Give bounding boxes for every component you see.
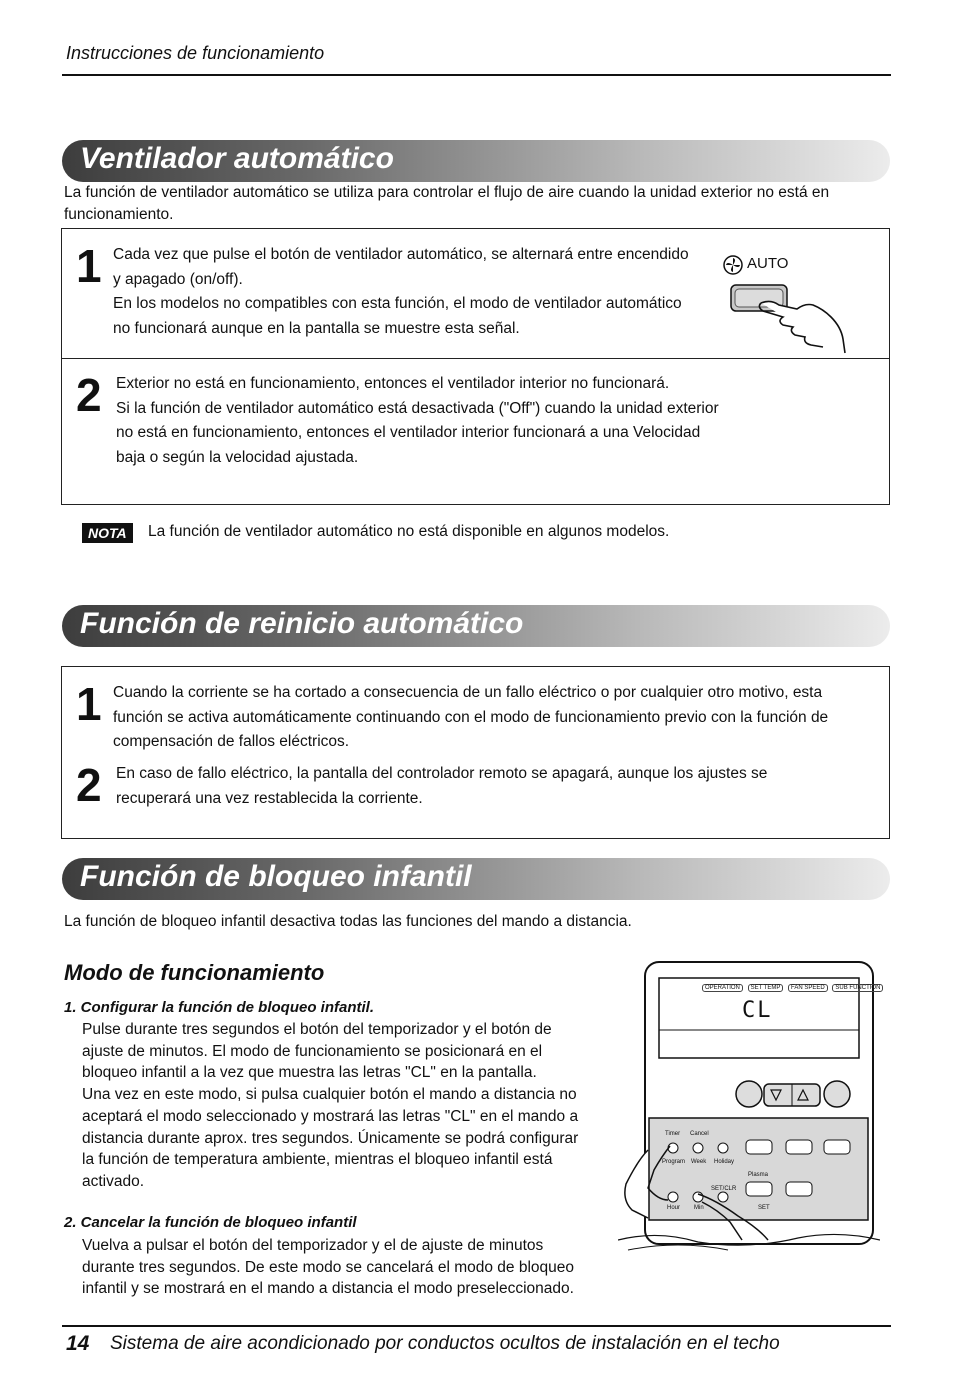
header-rule bbox=[62, 74, 891, 76]
button-label: Plasma bbox=[748, 1172, 769, 1178]
section-banner-auto-restart bbox=[62, 605, 890, 647]
button-label: Cancel bbox=[690, 1131, 709, 1137]
section-banner-child-lock bbox=[62, 858, 890, 900]
item-body bbox=[82, 1235, 622, 1300]
text-line: Si la función de ventilador automático está desactivada ("Off") cuando la unidad exterior bbox=[116, 399, 719, 417]
button-label: Min bbox=[694, 1205, 704, 1211]
button-label: SET/CLR bbox=[711, 1186, 737, 1192]
button-label: Timer bbox=[665, 1131, 681, 1137]
step-number: 2 bbox=[76, 759, 102, 811]
running-header: Instrucciones de funcionamiento bbox=[66, 43, 325, 63]
text-line: bloqueo infantil a la vez que muestra las letras "CL" en la pantalla. bbox=[82, 1064, 537, 1082]
footer-title: Sistema de aire acondicionado por conductos ocultos de instalación en el techo bbox=[110, 1333, 780, 1354]
button-label: Program bbox=[662, 1159, 686, 1165]
subsection-title: Modo de funcionamiento bbox=[64, 960, 325, 985]
button-label: Week bbox=[691, 1159, 707, 1165]
section-intro: La función de ventilador automático se utiliza para controlar el flujo de aire cuando la unidad exterior no está en funcionamiento. bbox=[64, 184, 830, 223]
steps-box bbox=[61, 228, 890, 505]
text-line: ajuste de minutos. El modo de funcionamiento se posicionará en el bbox=[82, 1042, 543, 1060]
text-line: activado. bbox=[82, 1172, 145, 1190]
step-divider bbox=[62, 358, 889, 359]
step-number: 2 bbox=[76, 369, 102, 421]
display-cl-readout: CL bbox=[742, 998, 773, 1023]
item-body bbox=[82, 1019, 622, 1193]
display-tab: SUB FUNCTION bbox=[832, 984, 883, 992]
text-line: Pulse durante tres segundos el botón del temporizador y el botón de bbox=[82, 1021, 552, 1038]
step-text bbox=[116, 372, 816, 470]
button-label: SET bbox=[758, 1205, 770, 1211]
text-line: no está en funcionamiento, entonces el ventilador interior funcionará a una Velocidad bbox=[116, 424, 701, 441]
nota-badge: NOTA bbox=[82, 523, 133, 543]
text-line: distancia durante aprox. tres segundos. Únicamente se podrá configurar bbox=[82, 1129, 579, 1147]
text-line: Exterior no está en funcionamiento, entonces el ventilador interior no funcionará. bbox=[116, 375, 670, 392]
text-line: Cada vez que pulse el botón de ventilador automático, se alternará entre encendido bbox=[113, 246, 689, 263]
text-line: Vuelva a pulsar el botón del temporizador y el de ajuste de minutos bbox=[82, 1237, 544, 1254]
text-line: aceptará el modo seleccionado y mostrará las letras "CL" en el mando a bbox=[82, 1107, 579, 1125]
step-number: 1 bbox=[76, 240, 102, 292]
page-number: 14 bbox=[66, 1332, 90, 1355]
section-title: Ventilador automático bbox=[80, 142, 394, 175]
step-text bbox=[113, 243, 723, 341]
button-label: Holiday bbox=[714, 1159, 735, 1165]
text-line: función se activa automáticamente continuando con el modo de funcionamiento previo con la función de bbox=[113, 708, 829, 726]
nota-text: La función de ventilador automático no está disponible en algunos modelos. bbox=[148, 523, 670, 540]
step-text bbox=[116, 762, 876, 811]
text-line: Una vez en este modo, si pulsa cualquier botón el mando a distancia no bbox=[82, 1086, 577, 1104]
text-line: recuperará una vez restablecida la corriente. bbox=[116, 789, 423, 807]
button-label: Hour bbox=[667, 1205, 681, 1211]
text-line: baja o según la velocidad ajustada. bbox=[116, 448, 359, 466]
steps-box bbox=[61, 666, 890, 839]
display-tab: OPERATION bbox=[702, 984, 743, 992]
display-tab: FAN SPEED bbox=[788, 984, 828, 992]
step-number: 1 bbox=[76, 678, 102, 730]
auto-button-hand-illustration bbox=[727, 281, 852, 356]
section-banner-auto-fan bbox=[62, 140, 890, 182]
auto-text: AUTO bbox=[747, 255, 789, 272]
remote-controller-illustration bbox=[618, 960, 880, 1252]
section-intro: La función de bloqueo infantil desactiva todas las funciones del mando a distancia. bbox=[64, 913, 632, 930]
auto-label bbox=[722, 253, 852, 275]
item-heading: 2. Cancelar la función de bloqueo infantil bbox=[64, 1214, 357, 1231]
text-line: y apagado (on/off). bbox=[113, 270, 243, 288]
display-tab: SET TEMP bbox=[748, 984, 784, 992]
item-heading: 1. Configurar la función de bloqueo infantil. bbox=[64, 999, 374, 1016]
text-line: compensación de fallos eléctricos. bbox=[113, 733, 350, 750]
text-line: En los modelos no compatibles con esta función, el modo de ventilador automático bbox=[113, 295, 682, 312]
footer-rule bbox=[62, 1325, 891, 1327]
display-tabs bbox=[702, 985, 883, 991]
section-title: Función de bloqueo infantil bbox=[80, 860, 472, 893]
step-text bbox=[113, 681, 883, 755]
text-line: la función de temperatura ambiente, mientras el bloqueo infantil está bbox=[82, 1151, 553, 1169]
text-line: no funcionará aunque en la pantalla se muestre esta señal. bbox=[113, 319, 520, 337]
text-line: infantil y se mostrará en el mando a distancia el modo preseleccionado. bbox=[82, 1280, 574, 1298]
text-line: En caso de fallo eléctrico, la pantalla del controlador remoto se apagará, aunque los ajustes se bbox=[116, 765, 768, 782]
text-line: Cuando la corriente se ha cortado a consecuencia de un fallo eléctrico o por cualquier otro motivo, esta bbox=[113, 684, 823, 701]
fan-icon bbox=[722, 254, 744, 276]
section-title: Función de reinicio automático bbox=[80, 607, 524, 640]
text-line: durante tres segundos. De este modo se cancelará el modo de bloqueo bbox=[82, 1258, 575, 1276]
